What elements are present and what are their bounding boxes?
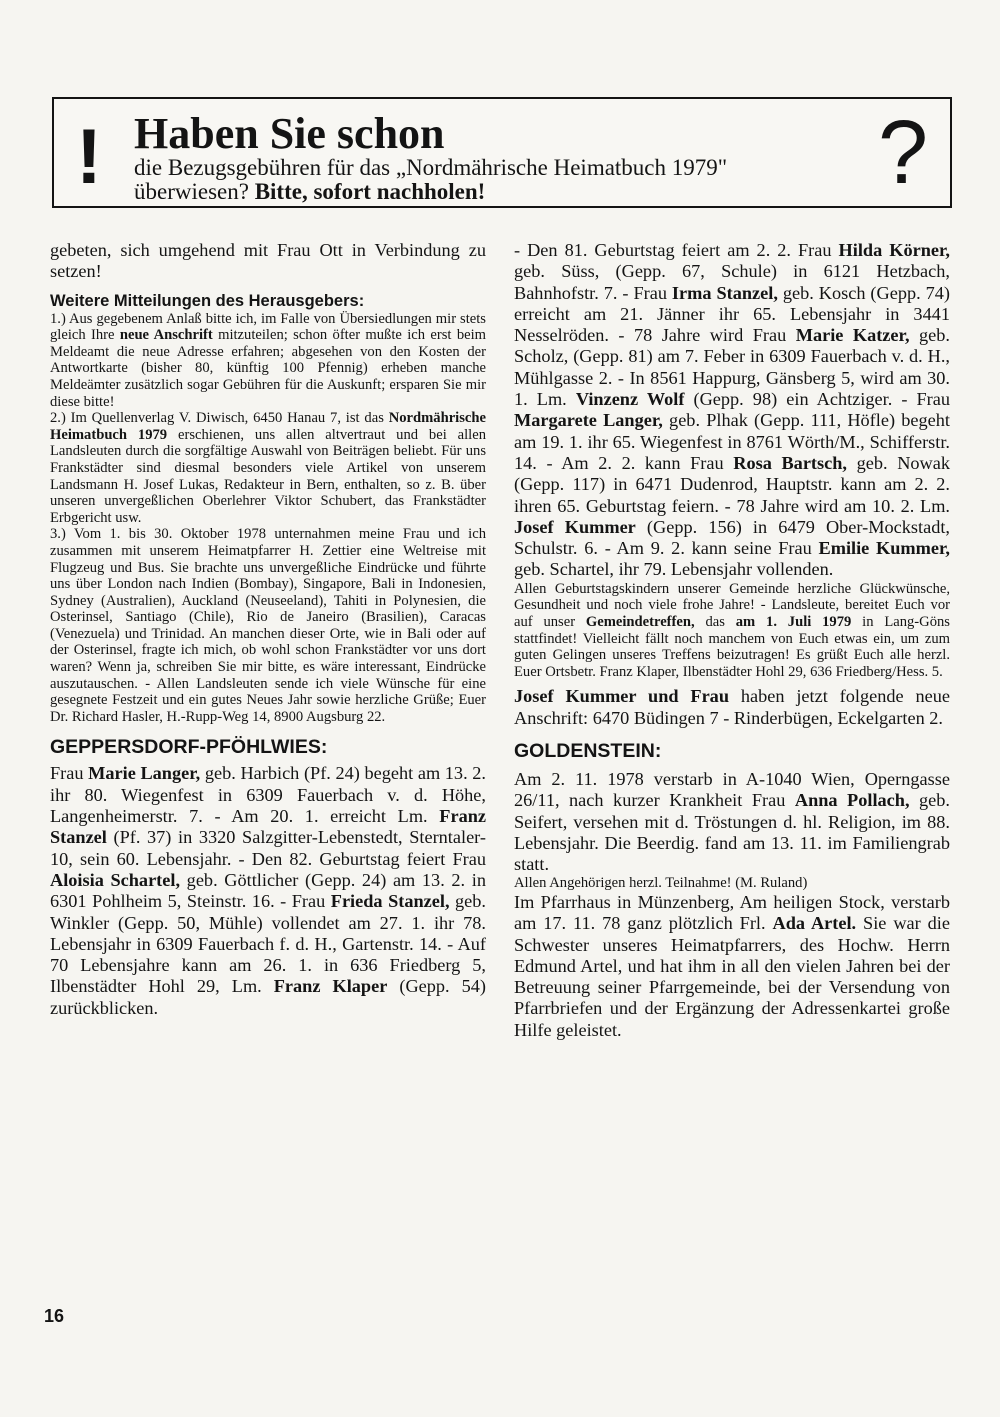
bold-name: neue Anschrift (119, 327, 213, 344)
bold-name: Hilda Körner, (838, 240, 950, 260)
text-run: Sie war die Schwester unseres Heimatpfarrers, des Hochw. Herrn Edmund Artel, und hat ihm in all den vielen Jahren bei der Betreuung seiner Pfarrgemeinde, bei der Versendung von Pfarrbriefen und der Ergänzung der Adressenkartei große Hilfe geleistet. (514, 913, 951, 1040)
obituary-artel (514, 892, 950, 1041)
editor-note-2 (50, 410, 486, 526)
bold-name: Rosa Bartsch, (733, 452, 847, 473)
editor-notes-heading: Weitere Mitteilungen des Herausgebers: (50, 291, 365, 310)
intro-paragraph: gebeten, sich umgehend mit Frau Ott in Verbindung zu setzen! (50, 240, 486, 282)
text-run: erschienen, uns allen altvertraut und bei allen Landsleuten durch die sorgfältige Auswahl von Beiträgen beliebt. Für uns Frankstädter sind diesmal besonders viele Artikel von unserem Landsmann H. Josef Lukas, Redakteur in Bern, enthalten, so z. B. über unseren unvergeßlichen Oberlehrer Viktor Schubert, das Frankstädter Erbgericht usw. (50, 426, 486, 526)
text-run: geb. Seifert, versehen mit d. Tröstungen d. hl. Religion, im 88. Lebensjahr. Die Beerdig. fand am 13. 11. im Familiengrab statt. (514, 790, 950, 875)
left-column (50, 240, 486, 1019)
bold-name: Ada Artel. (772, 913, 857, 934)
condolence-line (514, 875, 950, 892)
text-run: - Den 81. Geburtstag feiert am 2. 2. Frau (514, 240, 839, 260)
text-run: geb. Winkler (Gepp. 50, Mühle) vollendet am 27. 1. ihr 78. Lebensjahr in 6309 Fauerbach f. d. H., Gartenstr. 14. - Auf 70 Lebensjahre kann am 26. 1. in 636 Friedberg 5, Ilbenstädter Hohl 29, Lm. (50, 891, 486, 997)
text-run: geb. Harbich (Pf. 24) begeht am 13. 2. ihr 80. Wiegenfest in 6309 Fauerbach v. d. Höhe, Langenheimerstr. 7. - Am 20. 1. erreicht Lm. (50, 763, 486, 827)
geppersdorf-heading: GEPPERSDORF-PFÖHLWIES: (50, 736, 328, 759)
text-run: in Lang-Göns stattfindet! Vielleicht fällt noch manchem von Euch etwas ein, um zum guten Gelingen unseres Treffens beizutragen! Es grüßt Euch alle herzl. Euer Ortsbetr. Franz Klaper, Ilbenstädter Hohl 29, 636 Friedberg/Hess. 5. (514, 613, 950, 680)
editor-note-3 (50, 526, 486, 725)
bold-name: Aloisia Schartel, (50, 869, 181, 890)
bold-name: am 1. Juli 1979 (735, 613, 852, 630)
bold-name: Franz Klaper (273, 976, 388, 997)
notice-line-1: die Bezugsgebühren für das „Nordmährische Heimatbuch 1979" (134, 155, 728, 180)
right-column (514, 240, 950, 1041)
notice-box (52, 97, 952, 208)
text-run: 2.) Im Quellenverlag V. Diwisch, 6450 Hanau 7, ist das (50, 410, 389, 427)
text-run: Am 2. 11. 1978 verstarb in A-1040 Wien, Operngasse 26/11, nach kurzer Krankheit Frau (514, 768, 950, 811)
bold-name: Irma Stanzel, (671, 282, 778, 303)
notice-line-2-text: überwiesen? (134, 179, 249, 204)
bold-name: Anna Pollach, (794, 790, 910, 811)
obituary-pollach (514, 769, 950, 875)
text-run: Allen Geburtstagskindern unserer Gemeinde herzliche Glückwünsche, Gesundheit und noch viele frohe Jahre! - Landsleute, bereitet Euch vor auf unser (514, 580, 950, 630)
text-run: geb. Nowak (Gepp. 117) in 6471 Dudenrod, Hauptstr. kann am 2. 2. ihren 65. Geburtstag feiern. - 78 Jahre wird am 10. 2. Lm. (514, 452, 951, 516)
bold-name: Josef Kummer und Frau (514, 686, 729, 707)
text-run: (Gepp. 156) in 6479 Ober-Mockstadt, Schulstr. 6. - Am 9. 2. kann seine Frau (514, 516, 950, 559)
text-run: Im Pfarrhaus in Münzenberg, Am heiligen Stock, verstarb am 17. 11. 78 ganz plötzlich Frl. (514, 891, 950, 934)
new-address-paragraph (514, 686, 950, 729)
notice-line-2-emphasis: Bitte, sofort nachholen! (254, 179, 486, 204)
text-run: geb. Schartel, ihr 79. Lebensjahr vollenden. (514, 559, 834, 580)
text-run: geb. Göttlicher (Gepp. 24) am 13. 2. in 6301 Pohlheim 5, Steinstr. 16. - Frau (50, 869, 486, 912)
bold-name: Nordmährische Heimatbuch 1979 (50, 410, 486, 443)
text-run: Allen Angehörigen herzl. Teilnahme! (M. Ruland) (514, 875, 808, 892)
page-number: 16 (44, 1306, 65, 1326)
text-run: (Gepp. 98) ein Achtziger. - Frau (684, 389, 951, 410)
text-run: mitzuteilen; schon öfter mußte ich erst beim Meldeamt die neue Adresse erfahren; abgesehen von den Kosten der Antwortkarte (bisher 80, künftig 100 Pfennig) erheben manche Meldeämter zusätzlich sogar Gebühren für die Auskunft; ersparen Sie mir diese bitte! (50, 327, 486, 410)
greetings-paragraph (514, 581, 950, 681)
text-run: das (694, 613, 736, 630)
text-run: geb. Süss, (Gepp. 67, Schule) in 6121 Hetzbach, Bahnhofstr. 7. - Frau (514, 261, 950, 303)
geppersdorf-paragraph (50, 763, 486, 1019)
text-run: geb. Kosch (Gepp. 74) erreicht am 21. Jänner ihr 65. Lebensjahr in 3441 Nesselröden. - 78 Jahre wird Frau (514, 282, 951, 346)
bold-name: Margarete Langer, (514, 410, 663, 431)
text-run: geb. Plhak (Gepp. 111, Höfle) begeht am 19. 1. ihr 65. Wiegenfest in 8761 Wörth/M., Schifferstr. 14. - Am 2. 2. kann Frau (514, 410, 950, 473)
text-run: 1.) Aus gegebenem Anlaß bitte ich, im Falle von Übersiedlungen mir stets gleich Ihre (50, 310, 486, 344)
exclamation-mark: ! (76, 112, 100, 200)
text-run: haben jetzt folgende neue Anschrift: 6470 Büdingen 7 - Rinderbügen, Eckelgarten 2. (514, 686, 950, 728)
notice-line-2 (134, 179, 485, 205)
birthdays-paragraph (514, 240, 950, 581)
bold-name: Emilie Kummer, (818, 538, 951, 559)
text-run: (Pf. 37) in 3320 Salzgitter-Lebenstedt, Sterntaler-10, sein 60. Lebensjahr. - Den 82. Geburtstag feiert Frau (50, 827, 486, 869)
question-mark: ? (877, 103, 928, 203)
text-run: geb. Scholz, (Gepp. 81) am 7. Feber in 6309 Fauerbach v. d. H., Mühlgasse 2. - In 8561 Happurg, Gänsberg 5, wird am 30. 1. Lm. (514, 325, 950, 410)
bold-name: Vinzenz Wolf (575, 389, 685, 410)
text-run: Frau (50, 763, 89, 784)
editor-note-1 (50, 311, 486, 411)
goldenstein-heading: GOLDENSTEIN: (514, 739, 662, 762)
bold-name: Frieda Stanzel, (330, 891, 450, 912)
bold-name: Marie Katzer, (795, 325, 910, 346)
bold-name: Franz Stanzel (50, 806, 486, 848)
bold-name: Marie Langer, (88, 763, 201, 784)
bold-name: Josef Kummer (514, 516, 636, 537)
text-run: (Gepp. 54) zurückblicken. (50, 976, 486, 1018)
bold-name: Gemeindetreffen, (585, 613, 695, 630)
text-run: 3.) Vom 1. bis 30. Oktober 1978 unternahmen meine Frau und ich zusammen mit unserem Heimatpfarrer H. Zettier eine Weltreise mit Flugzeug und Bus. Sie brachte uns unvergeßliche Eindrücke und führte uns über London nach Indien (Bombay), Singapore, Bali in Indonesien, Sydney (Australien), Auckland (Neuseeland), Tahiti in Polynesien, die Osterinsel, Santiago (Chile), Rio de Janeiro (Brasilien), Caracas (Venezuela) und Trinidad. An manchen dieser Orte, wie in Bali oder auf der Osterinsel, fragte ich mich, ob wohl schon Frankstädter vor uns dort waren? Wenn ja, schreiben Sie mir bitte, es wäre interessant, Eindrücke auszutauschen. - Allen Landsleuten sende ich viele Wünsche für eine gesegnete Festzeit und ein gutes Neues Jahr sowie herzliche Grüße; Euer Dr. Richard Hasler, H.-Rupp-Weg 14, 8900 Augsburg 22. (50, 526, 486, 725)
notice-title: Haben Sie schon (134, 109, 445, 158)
